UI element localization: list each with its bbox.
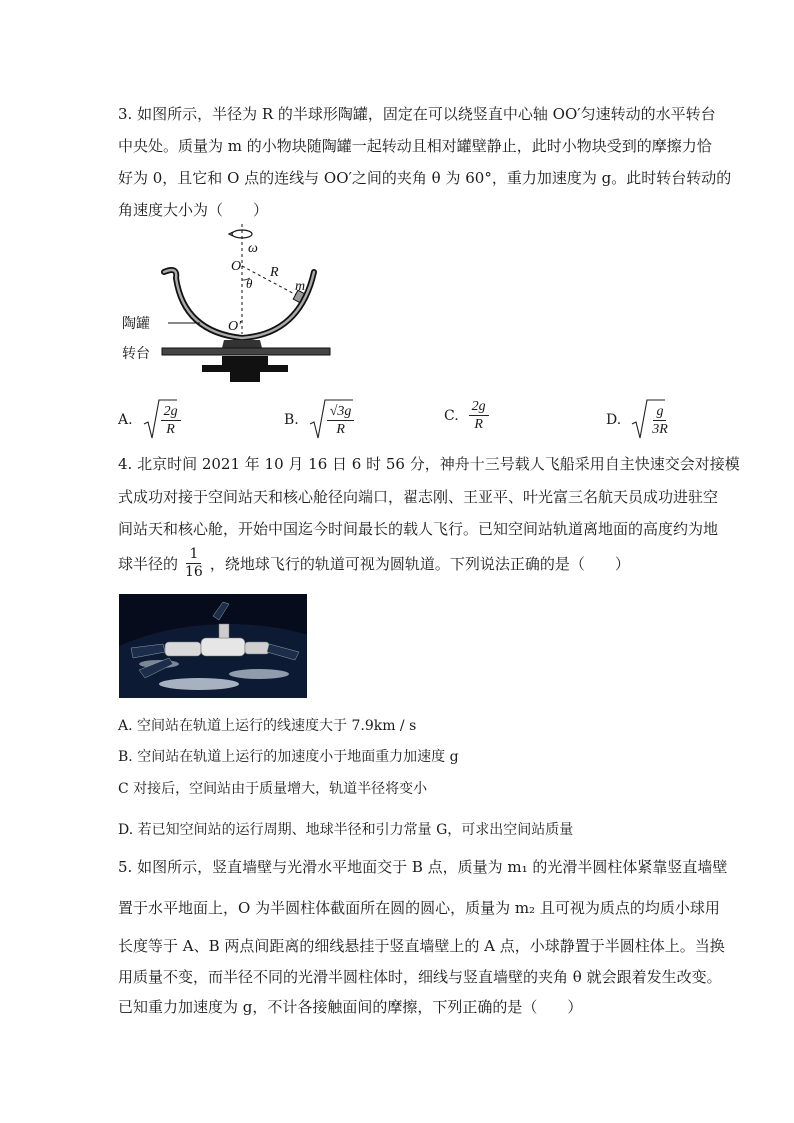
q4-fraction-num: 1 [186,546,201,564]
jar-label: 陶罐 [122,317,150,332]
mass-label: m [295,279,306,294]
q3-option-b[interactable]: B. $\frac{√3g}{R}$ [284,398,354,442]
q3-line-1: 3. 如图所示，半径为 R 的半球形陶罐，固定在可以绕竖直中心轴 OO′匀速转动的水平转台 [118,105,716,123]
q4-line-4 [118,546,630,581]
omega-label: ω [248,241,258,256]
point-o-prime-label: O′ [228,319,242,334]
q4-option-d[interactable]: D. 若已知空间站的运行周期、地球半径和引力常量 G，可求出空间站质量 [118,822,574,838]
q5-line-5: 已知重力加速度为 g，不计各接触面间的摩擦，下列正确的是（ ） [118,998,583,1016]
q5-line-2: 置于水平地面上，O 为半圆柱体截面所在圆的圆心，质量为 m₂ 且可视为质点的均质小球用 [118,899,720,917]
q3-option-c[interactable]: C. $\frac{2g}{R}$ [444,398,489,433]
q5-line-3: 长度等于 A、B 两点间距离的细线悬挂于竖直墙壁上的 A 点，小球静置于半圆柱体上。当换 [118,937,725,955]
turntable [162,348,330,355]
point-o-label: O [231,259,242,274]
q4-line-3: 间站天和核心舱，开始中国迄今时间最长的载人飞行。已知空间站轨道离地面的高度约为地 [118,520,719,538]
space-station-image [119,594,307,698]
q3-line-4: 角速度大小为（ ） [118,201,269,219]
q4-option-b[interactable]: B. 空间站在轨道上运行的加速度小于地面重力加速度 g [118,749,459,765]
q4-line-2: 式成功对接于空间站天和核心舱径向端口，翟志刚、王亚平、叶光富三名航天员成功进驻空 [118,488,719,506]
q4-option-c[interactable]: C 对接后，空间站由于质量增大，轨道半径将变小 [118,781,428,797]
q3-line-3: 好为 0，且它和 O 点的连线与 OO′之间的夹角 θ 为 60°，重力加速度为 g。此时转台转动的 [118,169,732,187]
radius-label: R [270,265,279,280]
theta-label: θ [246,276,253,291]
q5-line-4: 用质量不变，而半径不同的光滑半圆柱体时，细线与竖直墙壁的夹角 θ 就会跟着发生改变。 [118,968,722,986]
q3-option-a[interactable]: A. $\frac{2g}{R}$ [118,398,181,442]
q4-line-4-suffix: ，绕地球飞行的轨道可视为圆轨道。下列说法正确的是（ ） [209,554,630,573]
q5-line-1: 5. 如图所示，竖直墙壁与光滑水平地面交于 B 点，质量为 m₁ 的光滑半圆柱体紧靠竖直墙壁 [118,858,728,876]
q4-option-a[interactable]: A. 空间站在轨道上运行的线速度大于 7.9km / s [118,718,417,734]
q3-line-2: 中央处。质量为 m 的小物块随陶罐一起转动且相对罐壁静止，此时小物块受到的摩擦力恰 [118,137,712,155]
q4-line-4-prefix: 球半径的 [118,554,179,573]
q4-fraction-den: 16 [185,564,203,580]
jar-turntable-figure [112,222,342,386]
turntable-label: 转台 [122,347,150,362]
q3-option-d[interactable]: D. $\frac{g}{3R}$ [606,398,671,442]
q4-line-1: 4. 北京时间 2021 年 10 月 16 日 6 时 56 分，神舟十三号载人飞船采用自主快速交会对接模 [118,455,740,473]
